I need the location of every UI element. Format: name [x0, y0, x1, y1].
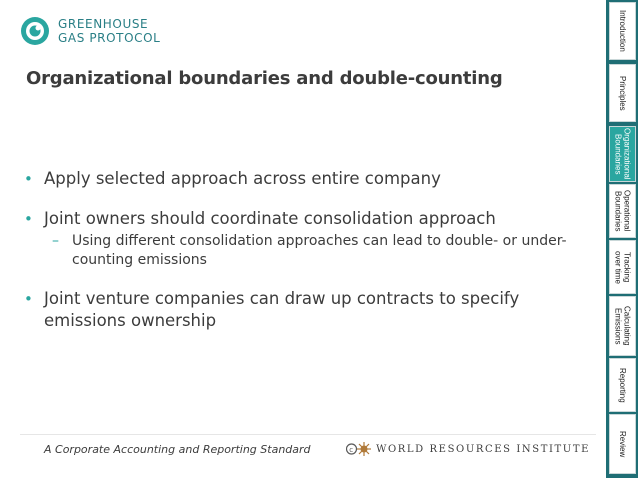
logo-line-2: GAS PROTOCOL [58, 31, 161, 45]
bullet-item [22, 288, 582, 332]
tab-review[interactable] [609, 414, 636, 474]
bullet-item [22, 208, 582, 270]
svg-text:c: c [349, 446, 354, 454]
bullet-marker: • [24, 290, 33, 308]
wri-text: WORLD RESOURCES INSTITUTE [376, 443, 590, 455]
tab-reporting[interactable] [609, 358, 636, 412]
bullet-marker: • [24, 210, 33, 228]
tab-tracking-over-time[interactable] [609, 240, 636, 294]
tab-label: Calculating Emissions [613, 306, 632, 346]
sub-bullet-item [44, 232, 582, 270]
tab-label: Reporting [618, 367, 627, 403]
section-tab-bar [606, 0, 638, 478]
logo-text [58, 17, 160, 45]
tab-principles[interactable] [609, 64, 636, 122]
bullet-marker: • [24, 170, 33, 188]
bullet-text: Joint owners should coordinate consolidation approach [44, 209, 496, 228]
bullet-item [22, 168, 582, 190]
tab-label: Principles [618, 75, 627, 111]
tab-label: Operational Boundaries [613, 190, 632, 232]
bullet-text: Joint venture companies can draw up contracts to specify emissions ownership [44, 289, 520, 330]
sub-bullet-text: Using different consolidation approaches can lead to double- or under-counting emissions [72, 233, 567, 268]
logo-line-1: GREENHOUSE [58, 17, 149, 31]
wri-logo-icon [346, 441, 372, 457]
sub-bullet-marker: – [52, 233, 59, 249]
footer-standard-text: A Corporate Accounting and Reporting Standard [44, 443, 311, 456]
ghg-protocol-logo [20, 16, 160, 46]
ghg-protocol-logo-icon [20, 16, 50, 46]
tab-organizational-boundaries[interactable] [609, 126, 636, 182]
wri-logo [346, 441, 590, 457]
slide-title: Organizational boundaries and double-counting [26, 68, 503, 89]
bullet-text: Apply selected approach across entire company [44, 169, 441, 188]
tab-introduction[interactable] [609, 2, 636, 60]
tab-label: Introduction [618, 10, 627, 52]
bullet-list [22, 168, 582, 332]
tab-operational-boundaries[interactable] [609, 184, 636, 238]
footer-divider [20, 434, 596, 435]
tab-label: Organizational Boundaries [613, 128, 632, 180]
tab-calculating-emissions[interactable] [609, 296, 636, 356]
tab-label: Tracking over time [613, 250, 632, 284]
tab-label: Review [618, 430, 627, 458]
